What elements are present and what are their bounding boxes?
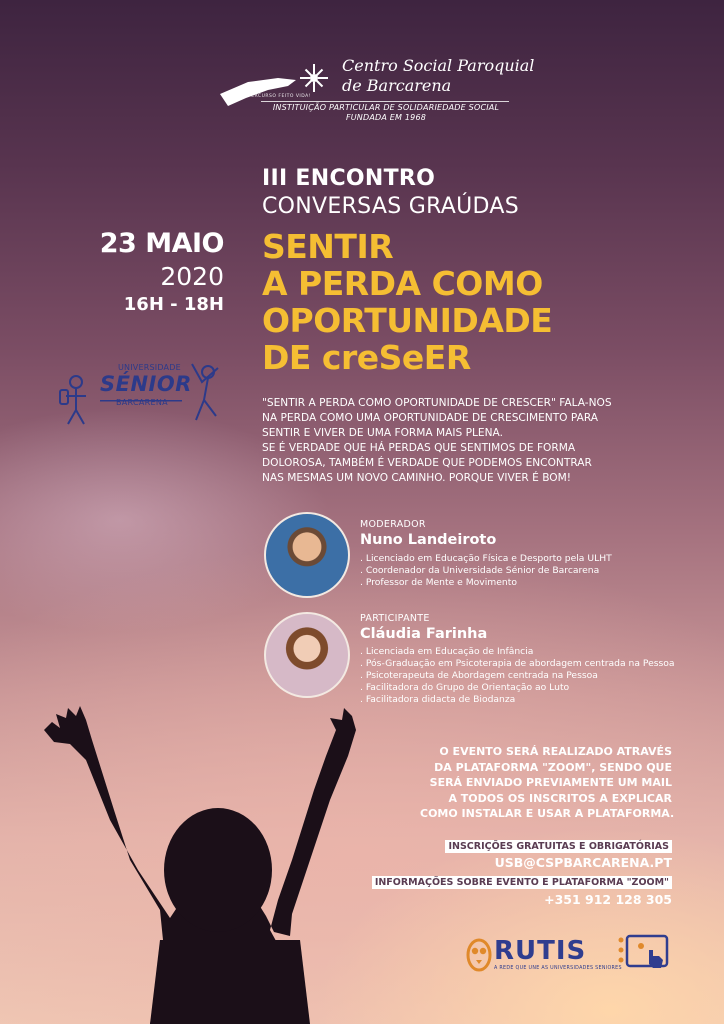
platform-info: O EVENTO SERÁ REALIZADO ATRAVÉS DA PLATAFORMA "ZOOM", SENDO QUE SERÁ ENVIADO PREVIAMENTE UM MAIL A TODOS OS INSCRITOS A EXPLICAR COMO INSTALAR E USAR A PLATAFORMA. <box>420 745 675 820</box>
person-silhouette <box>30 700 360 1024</box>
universidade-label: UNIVERSIDADE <box>118 363 181 372</box>
contact-email[interactable]: USB@CSPBARCARENA.PT <box>494 855 672 870</box>
rutis-logo-text: RUTIS <box>494 936 587 966</box>
star-icon <box>300 64 328 92</box>
participant-photo <box>264 612 350 698</box>
event-series: CONVERSAS GRAÚDAS <box>262 194 520 219</box>
event-date-day: 23 MAIO <box>99 228 224 259</box>
org-subtitle: INSTITUIÇÃO PARTICULAR DE SOLIDARIEDADE SOCIAL FUNDADA EM 1968 <box>272 103 500 122</box>
divider <box>261 101 509 102</box>
info-label: INFORMAÇÕES SOBRE EVENTO E PLATAFORMA "ZOOM" <box>372 876 672 889</box>
participant-bullets: . Licenciada em Educação de Infância . Pós-Graduação em Psicoterapia de abordagem centrada na Pessoa . Psicoterapeuta de Abordagem centrada na Pessoa . Facilitadora do Grupo de Orientação ao Luto . Facilitadora didacta de Biodanza <box>360 646 675 705</box>
registration-label: INSCRIÇÕES GRATUITAS E OBRIGATÓRIAS <box>445 840 672 853</box>
org-title: Centro Social Paroquial de Barcarena <box>342 56 535 95</box>
contact-phone[interactable]: +351 912 128 305 <box>544 892 672 907</box>
moderator-role: MODERADOR <box>360 519 426 530</box>
event-headline: SENTIR A PERDA COMO OPORTUNIDADE DE creSeER <box>262 227 553 377</box>
moderator-bullets: . Licenciado em Educação Física e Desporto pela ULHT . Coordenador da Universidade Sénior de Barcarena . Professor de Mente e Movimento <box>360 553 612 588</box>
moderator-photo <box>264 512 350 598</box>
participant-role: PARTICIPANTE <box>360 613 430 624</box>
participant-name: Cláudia Farinha <box>360 626 488 642</box>
tablet-touch-icon <box>617 932 671 976</box>
event-description: "SENTIR A PERDA COMO OPORTUNIDADE DE CRESCER" FALA-NOS NA PERDA COMO UMA OPORTUNIDADE DE CRESCIMENTO PARA SENTIR E VIVER DE UMA FORMA MAIS PLENA. SE É VERDADE QUE HÁ PERDAS QUE SENTIMOS DE FORMA DOLOROSA, TAMBÉM É VERDADE QUE PODEMOS ENCONTRAR NAS MESMAS UM NOVO CAMINHO. PORQUE VIVER É BOM! <box>262 397 612 484</box>
dancing-figure-icon <box>192 364 218 420</box>
event-edition: III ENCONTRO <box>262 166 436 191</box>
senior-label: SÉNIOR <box>100 372 192 396</box>
owl-icon <box>466 936 492 972</box>
barcarena-label: BARCARENA <box>116 398 168 407</box>
event-time: 16H - 18H <box>123 294 224 315</box>
event-date-year: 2020 <box>160 262 224 291</box>
rutis-tagline: A REDE QUE UNE AS UNIVERSIDADES SENIORES <box>494 966 622 971</box>
moderator-name: Nuno Landeiroto <box>360 532 497 548</box>
elder-figure-icon <box>60 376 86 424</box>
org-tagline: PERCURSO FEITO VIDA! <box>248 94 312 99</box>
